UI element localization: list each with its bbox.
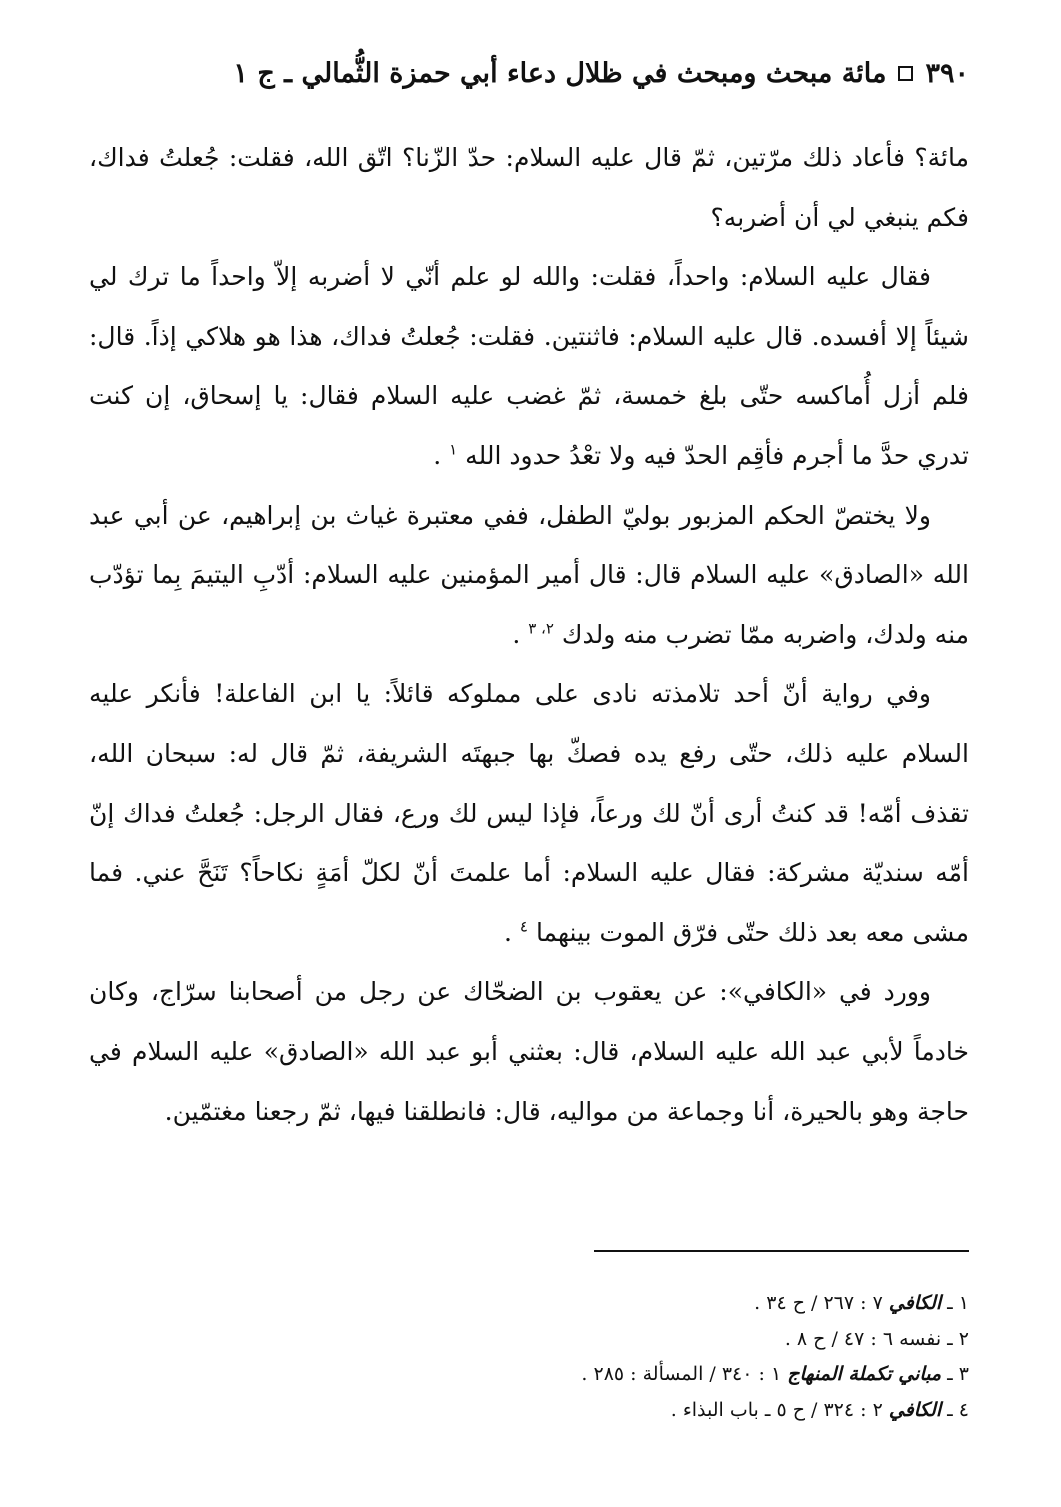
running-header: [89, 48, 969, 98]
footnote-number: ١ ـ: [947, 1292, 969, 1314]
paragraph-2: فقال عليه السلام: واحداً، فقلت: والله لو علم أنّي لا أضربه إلاّ واحداً ما ترك لي شيئاً إلا أفسده. قال عليه السلام: فاثنتين. فقلت: جُعلتُ فداك، هذا هو هلاكي إذاً. قال: فلم أزل أُماكسه حتّى بلغ خمسة، ثمّ غضب عليه السلام فقال: يا إسحاق، إن كنت تدري حدَّ ما أجرم فأقِم الحدّ فيه ولا تعْدُ حدود الله $^١$ .: [89, 262, 969, 470]
footnote-divider: [594, 1250, 969, 1252]
footnote-2: [89, 1322, 969, 1358]
footnote-ref-text: نفسه ٦ : ٤٧ / ح ٨ .: [784, 1327, 942, 1350]
footnote-1: [89, 1286, 969, 1322]
body-text: [89, 128, 969, 1141]
square-ornament-icon: [898, 66, 913, 81]
footnote-ref-text: ١ : ٣٤٠ / المسألة : ٢٨٥ .: [581, 1363, 782, 1385]
footnote-number: ٤ ـ: [947, 1398, 969, 1421]
paragraph-text: فقال عليه السلام: واحداً، فقلت: والله لو علم أنّي لا أضربه إلاّ واحداً ما ترك لي شيئاً إلا أفسده. قال عليه السلام: فاثنتين. فقلت: جُعلتُ فداك، هذا هو هلاكي إذاً. قال: فلم أزل أُماكسه حتّى بلغ خمسة، ثمّ غضب عليه السلام فقال: يا إسحاق، إن كنت تدري حدَّ ما أجرم فأقِم الحدّ فيه ولا تعْدُ حدود الله: [89, 262, 969, 470]
page-number: ٣٩٠: [925, 57, 969, 89]
footnote-3: [89, 1357, 969, 1393]
paragraph-text: ولا يختصّ الحكم المزبور بوليّ الطفل، ففي معتبرة غياث بن إبراهيم، عن أبي عبد الله «الصادق» عليه السلام قال: قال أمير المؤمنين عليه السلام: أدّبِ اليتيمَ بِما تؤدّب منه ولدك، واضربه ممّا تضرب منه ولدك: [89, 500, 969, 649]
paragraph-text: وفي رواية أنّ أحد تلامذته نادى على مملوكه قائلاً: يا ابن الفاعلة! فأنكر عليه السلام عليه ذلك، حتّى رفع يده فصكّ بها جبهتَه الشريفة، ثمّ قال له: سبحان الله، تقذف أمّه! قد كنتُ أرى أنّ لك ورعاً، فإذا ليس لك ورع، فقال الرجل: جُعلتُ فداك إنّ أمّه سنديّة مشركة: فقال عليه السلام: أما علمتَ أنّ لكلّ أمَةٍ نكاحاً؟ تَنَحَّ عني. فما مشى معه بعد ذلك حتّى فرّق الموت بينهما: [89, 679, 969, 947]
paragraph-1: [89, 128, 969, 247]
footnote-book: الكافي: [888, 1292, 942, 1314]
footnote-book: الكافي: [888, 1398, 942, 1421]
footnote-ref[interactable]: ٢، ٣: [528, 619, 554, 638]
footnote-ref[interactable]: ١: [449, 440, 458, 459]
paragraph-4: وفي رواية أنّ أحد تلامذته نادى على مملوكه قائلاً: يا ابن الفاعلة! فأنكر عليه السلام عليه ذلك، حتّى رفع يده فصكّ بها جبهتَه الشريفة، ثمّ قال له: سبحان الله، تقذف أمّه! قد كنتُ أرى أنّ لك ورعاً، فإذا ليس لك ورع، فقال الرجل: جُعلتُ فداك إنّ أمّه سنديّة مشركة: فقال عليه السلام: أما علمتَ أنّ لكلّ أمَةٍ نكاحاً؟ تَنَحَّ عني. فما مشى معه بعد ذلك حتّى فرّق الموت بينهما $^٤$ .: [89, 679, 969, 947]
footnote-ref-text: ٢ : ٣٢٤ / ح ٥ ـ باب البذاء .: [670, 1398, 883, 1421]
footnote-number: ٢ ـ: [947, 1327, 969, 1350]
footnotes: [89, 1286, 969, 1428]
running-title: مائة مبحث ومبحث في ظلال دعاء أبي حمزة الثُّمالي ـ ج ١: [233, 57, 887, 89]
footnote-number: ٣ ـ: [947, 1363, 969, 1385]
paragraph-5: [89, 962, 969, 1141]
paragraph-text: وورد في «الكافي»: عن يعقوب بن الضحّاك عن رجل من أصحابنا سرّاج، وكان خادماً لأبي عبد الله عليه السلام، قال: بعثني أبو عبد الله «الصادق» عليه السلام في حاجة وهو بالحيرة، أنا وجماعة من مواليه، قال: فانطلقنا فيها، ثمّ رجعنا مغتمّين.: [89, 977, 969, 1126]
paragraph-3: ولا يختصّ الحكم المزبور بوليّ الطفل، ففي معتبرة غياث بن إبراهيم، عن أبي عبد الله «الصادق» عليه السلام قال: قال أمير المؤمنين عليه السلام: أدّبِ اليتيمَ بِما تؤدّب منه ولدك، واضربه ممّا تضرب منه ولدك $^{٢، ٣}$ .: [89, 500, 969, 649]
footnote-book: مباني تكملة المنهاج: [787, 1363, 942, 1385]
footnote-ref-text: ٧ : ٢٦٧ / ح ٣٤ .: [754, 1292, 883, 1314]
footnote-ref[interactable]: ٤: [519, 917, 528, 936]
paragraph-text: مائة؟ فأعاد ذلك مرّتين، ثمّ قال عليه السلام: حدّ الزّنا؟ اتّق الله، فقلت: جُعلتُ فداك، فكم ينبغي لي أن أضربه؟: [89, 143, 969, 232]
footnote-4: [89, 1393, 969, 1429]
